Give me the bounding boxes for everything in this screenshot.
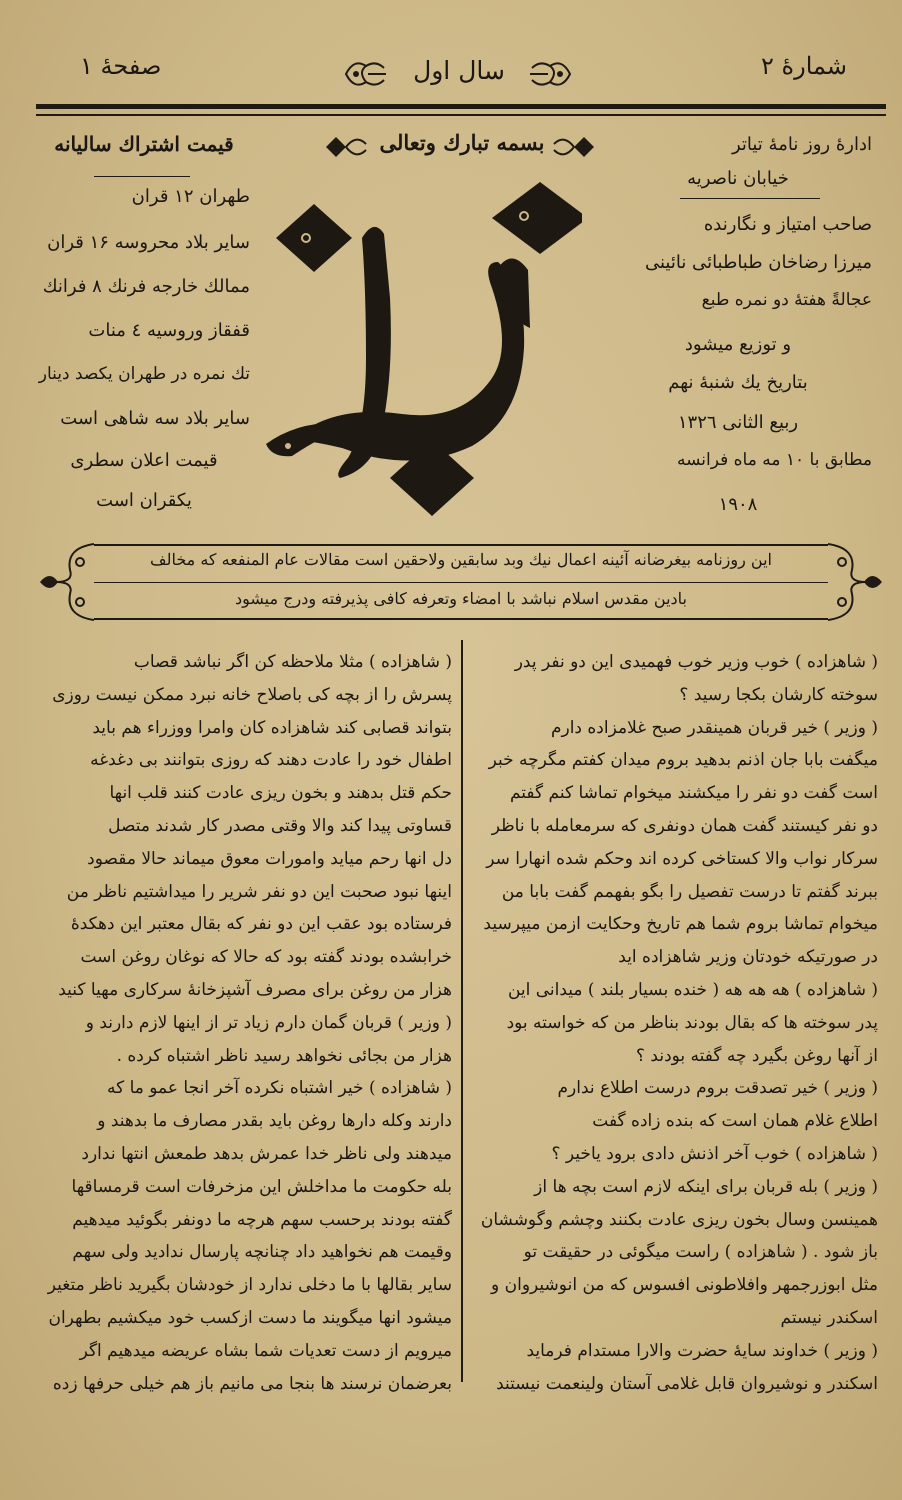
- article-line: پسرش را از بچه كى باصلاح خانه نبرد ممكن نيست روزى: [52, 684, 452, 705]
- invocation-text: بسمه تبارك وتعالى: [379, 130, 545, 155]
- article-line: ساير بقالها با ما دخلى ندارد از خودشان بگيريد ناظر متغير: [47, 1275, 452, 1296]
- article-line: ( وزير ) بله قربان براى اينكه لازم است بچه ها از: [534, 1176, 878, 1197]
- article-line: خرابشده بودند گفته بود كه حالا كه نوغان روغن است: [80, 947, 452, 968]
- banner-line-2: بادين مقدس اسلام نباشد با امضاء وتعرفه كافى پذيرفته ودرج ميشود: [234, 589, 687, 608]
- ad-price-label: قيمت اعلان سطرى: [70, 450, 218, 471]
- office-info-line: صاحب امتياز و نگارنده: [703, 214, 872, 235]
- article-line: اسكندر نيستم: [780, 1308, 878, 1328]
- subscription-underline: [94, 176, 190, 177]
- left-column: [40, 646, 452, 1406]
- flourish-left-icon: [342, 54, 388, 94]
- subscription-line: ممالك خارجه فرنك ۸ فرانك: [42, 276, 250, 297]
- office-info-line: خيابان ناصريه: [687, 168, 789, 189]
- article-line: از آنها روغن بگيرد چه گفته بودند ؟: [635, 1045, 878, 1066]
- office-info-line: عجالةً هفتهٔ دو نمره طبع: [701, 290, 872, 310]
- subscription-box: [38, 128, 256, 528]
- masthead-title-text: تياتر: [422, 377, 426, 379]
- header-rule-thick: [36, 104, 886, 109]
- banner-box: [36, 540, 886, 624]
- article-line: است گفت دو نفر را ميكشند ميخوام تماشا كنم گفتم: [509, 783, 878, 804]
- article-line: اسكندر و نوشيروان قابل غلامى آستان ولينعمت نيستند: [496, 1373, 878, 1394]
- article-line: ( وزير ) قربان گمان دارم زياد تر از اينها لازم دارند و: [85, 1012, 452, 1033]
- banner-bottom-rule: [94, 618, 828, 620]
- article-line: ميگفت بابا جان اذنم بدهيد بروم ميدان كفتم مگرچه خبر: [488, 750, 878, 771]
- office-info-box: [604, 128, 872, 528]
- article-line: اطلاع غلام همان است كه بنده زاده گفت: [592, 1111, 878, 1132]
- office-info-line: ادارهٔ روز نامهٔ تياتر: [731, 134, 872, 155]
- article-line: ( شاهزاده ) هه هه هه ( خنده بسيار بلند ) ميدانى اين: [507, 980, 878, 1000]
- year-heading: [342, 52, 572, 96]
- theater-logotype: [262, 178, 582, 528]
- banner-ornament-left-icon: [36, 540, 98, 624]
- office-info-line: ۱۹۰۸: [718, 494, 758, 515]
- article-line: اينها نبود صحبت اين دو نفر شرير را ميداشتيم ناظر من: [66, 881, 452, 902]
- ad-price-value: يكقران است: [96, 490, 192, 511]
- article-line: ( وزير ) خير تصدقت بروم درست اطلاع ندارم: [557, 1078, 878, 1099]
- article-line: در صورتيكه خودتان وزير شاهزاده ايد: [618, 947, 878, 968]
- header-rule-thin: [36, 114, 886, 116]
- article-line: باز شود . ( شاهزاده ) راست ميگوئى در حقيقت تو: [523, 1242, 878, 1263]
- article-line: ( شاهزاده ) خير اشتباه نكرده آخر انجا عمو ما كه: [106, 1078, 452, 1099]
- issue-number: شمارهٔ ۲: [761, 52, 847, 80]
- office-underline: [680, 198, 820, 199]
- article-line: بتواند قصابى كند شاهزاده كان وامرا ووزراء هم بايد: [92, 717, 452, 738]
- office-info-line: بتاريخ يك شنبهٔ نهم: [668, 372, 808, 393]
- right-column: [472, 646, 878, 1406]
- banner-line-1: اين روزنامه بيغرضانه آئينه اعمال نيك وبد سابقين ولاحقين است مقالات عام المنفعه كه مخالف: [150, 550, 772, 569]
- article-line: ميدهند ولى ناظر خدا عمرش بدهد طمعش انتها ندارد: [81, 1144, 452, 1164]
- article-line: همينسن وسال بخون ريزى عادت بكنند وچشم وگوششان: [480, 1209, 878, 1230]
- office-info-line: ربيع الثانى ۱۳۲٦: [677, 412, 799, 433]
- banner-top-rule: [94, 544, 828, 546]
- flourish-right-icon: [552, 130, 598, 164]
- article-line: سوخته كارشان بكجا رسيد ؟: [679, 684, 878, 705]
- banner-mid-rule: [94, 582, 828, 583]
- office-info-line: ميرزا رضاخان طباطبائى نائينى: [644, 252, 872, 273]
- article-line: بعرضمان نرسند ها بنجا مى مانيم باز هم خيلى حرفها زده: [52, 1373, 452, 1394]
- article-line: وقيمت هم نخواهيد داد چنانچه پارسال نداديد ولى سهم: [72, 1242, 452, 1263]
- article-line: ( وزير ) خداوند سايهٔ حضرت والارا مستدام فرمايد: [526, 1340, 878, 1361]
- article-line: هزار من روغن براى مصرف آشپزخانهٔ سركارى مهيا كنيد: [58, 980, 452, 1000]
- article-line: ( شاهزاده ) خوب آخر اذنش دادى برود ياخير ؟: [551, 1144, 878, 1164]
- article-line: دل انها رحم ميايد وامورات معوق ميماند حالا مقصود: [87, 848, 452, 869]
- article-line: دارند وكله دارها روغن بايد بقدر مصارف ما بدهند و: [97, 1111, 452, 1132]
- masthead-title: [262, 178, 582, 528]
- article-line: بله حكومت ما مداخلش اين مزخرفات است قرمساقها: [71, 1176, 452, 1197]
- subscription-title: قيمت اشتراك ساليانه: [54, 132, 234, 156]
- article-line: دو نفر كيستند گفت همان دونفرى كه سرمعامله با ناظر: [491, 816, 878, 836]
- office-info-line: مطابق با ۱۰ مه ماه فرانسه: [677, 450, 872, 470]
- subscription-line: ساير بلاد سه شاهى است: [60, 408, 250, 429]
- page-number: صفحهٔ ۱: [80, 52, 162, 80]
- flourish-right-icon: [528, 54, 574, 94]
- article-line: اطفال خود را عادت دهند كه روزى بتوانند بى دغدغه: [90, 750, 452, 771]
- article-line: ميخوام تماشا بروم شما هم تاريخ وحكايت ازمن ميپرسيد: [483, 914, 878, 935]
- column-divider: [461, 640, 463, 1382]
- invocation: [322, 126, 598, 166]
- subscription-line: ساير بلاد محروسه ۱۶ قران: [47, 232, 250, 253]
- article-line: فرستاده بود عقب اين دو نفر كه بقال معتبر اين دهكدهٔ: [70, 914, 452, 935]
- article-line: سركار نواب والا كستاخى كرده اند وحكم شده انهارا سر: [486, 848, 878, 869]
- article-line: مثل ابوزرجمهر وافلاطونى افسوس كه من انوشيروان و: [491, 1275, 878, 1296]
- article-line: پدر سوخته ها كه بقال بودند بناظر من كه خواسته بود: [506, 1012, 878, 1033]
- article-line: گفته بودند برحسب سهم هرچه ما دونفر بگوئيد ميدهيم: [72, 1209, 452, 1230]
- article-line: ( وزير ) خير قربان همينقدر صبح غلامزاده دارم: [550, 717, 878, 738]
- flourish-left-icon: [322, 130, 368, 164]
- article-line: ( شاهزاده ) مثلا ملاحظه كن اگر نباشد قصاب: [133, 652, 452, 672]
- article-line: ميشود انها ميگويند ما دست ازكسب خود ميكشيم بطهران: [48, 1308, 452, 1328]
- article-line: ميرويم از دست تعديات شما بشاه عريضه ميدهيم اگر: [79, 1340, 452, 1361]
- subscription-line: قفقاز وروسيه ٤ منات: [88, 320, 250, 341]
- article-line: قساوتى پيدا كند والا وقتى مصدر كار شدند متصل: [108, 816, 452, 836]
- article-line: ببرند گفتم تا درست تفصيل را بگو بفهمم گفت بابا من: [501, 881, 878, 902]
- article-line: حكم قتل بدهند و بخون ريزى عادت كنند قلب انها: [109, 783, 452, 804]
- subscription-line: طهران ۱۲ قران: [131, 186, 250, 207]
- office-info-line: و توزيع ميشود: [684, 334, 792, 355]
- article-line: ( شاهزاده ) خوب وزير خوب فهميدى اين دو نفر پدر: [514, 652, 878, 672]
- year-label: سال اول: [413, 56, 505, 85]
- subscription-line: تك نمره در طهران يكصد دينار: [38, 364, 250, 384]
- article-line: هزار من بجائى نخواهد رسيد ناظر اشتباه كرده .: [116, 1045, 452, 1066]
- banner-ornament-right-icon: [824, 540, 886, 624]
